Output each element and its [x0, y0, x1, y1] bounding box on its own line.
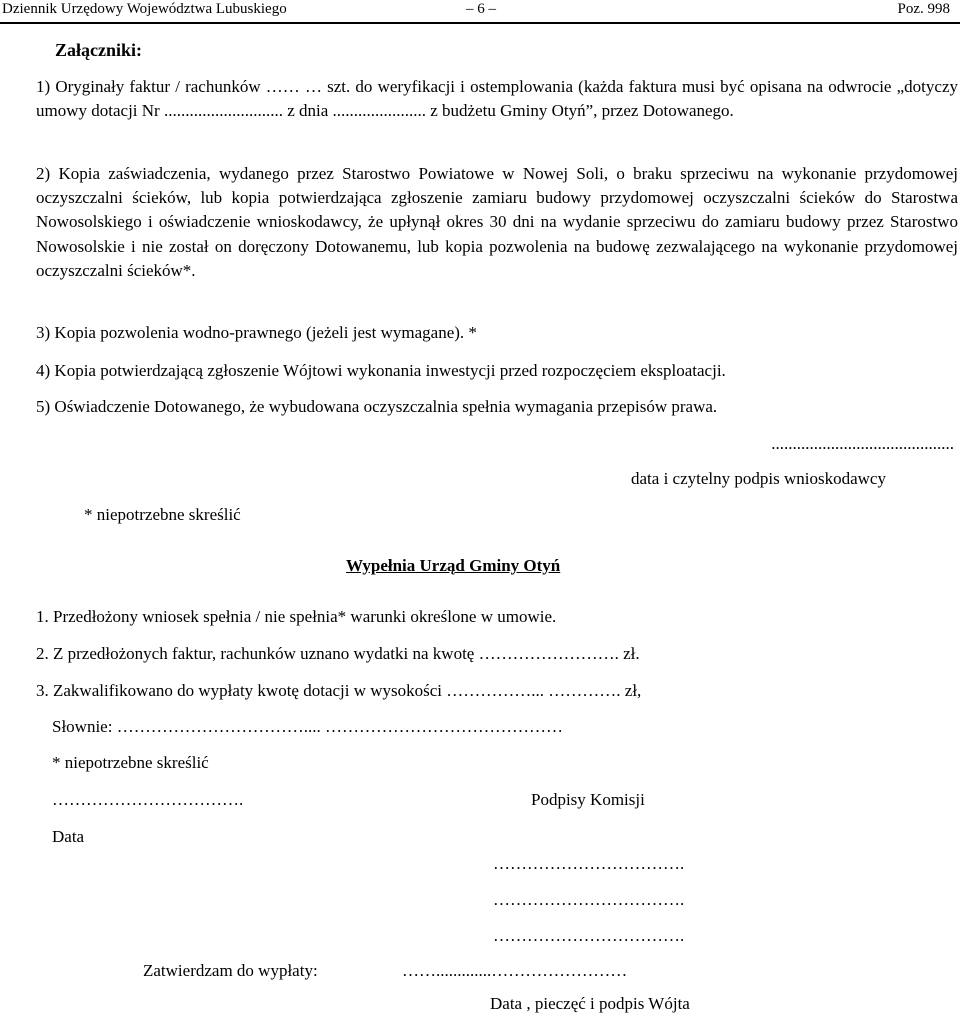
amount-in-words: Słownie: …………………………….... …………………………………… [52, 717, 563, 736]
signature-dots: ........................................... [771, 434, 954, 453]
approve-dots: …….............…………………… [402, 961, 628, 980]
attachments-title: Załączniki: [55, 40, 143, 60]
approve-label: Zatwierdzam do wypłaty: [143, 961, 318, 980]
office-line-1: 1. Przedłożony wniosek spełnia / nie spełnia* warunki określone w umowie. [36, 607, 557, 626]
commission-line-1: ……………………………. [493, 854, 685, 873]
office-line-3: 3. Zakwalifikowano do wypłaty kwotę dotacji w wysokości ……………... …………. zł, [36, 681, 642, 700]
approve-signature-label: Data , pieczęć i podpis Wójta [490, 994, 690, 1013]
position-number: Poz. 998 [897, 1, 950, 17]
journal-title: Dziennik Urzędowy Województwa Lubuskiego [2, 1, 287, 17]
attachment-item-1: 1) Oryginały faktur / rachunków …… … szt. do weryfikacji i ostemplowania (każda faktura musi być opisana na odwrocie „dotyczy umowy dotacji Nr ............................ z dnia ...................... z budżetu Gminy Otyń”, przez Dotowanego. [36, 77, 958, 121]
date-label: Data [52, 827, 85, 846]
attachment-item-5: 5) Oświadczenie Dotowanego, że wybudowana oczyszczalnia spełnia wymagania przepisów prawa. [36, 397, 718, 416]
commission-label: Podpisy Komisji [531, 790, 645, 809]
page-number: – 6 – [466, 1, 496, 17]
date-dots: ……………………………. [52, 790, 244, 809]
attachment-item-3: 3) Kopia pozwolenia wodno-prawnego (jeżeli jest wymagane). * [36, 323, 477, 342]
page-header [0, 0, 960, 24]
office-section-title: Wypełnia Urząd Gminy Otyń [346, 556, 561, 575]
commission-line-3: ……………………………. [493, 926, 685, 945]
commission-line-2: ……………………………. [493, 890, 685, 909]
signature-label: data i czytelny podpis wnioskodawcy [631, 469, 886, 488]
attachment-item-4: 4) Kopia potwierdzającą zgłoszenie Wójtowi wykonania inwestycji przed rozpoczęciem eksploatacji. [36, 361, 726, 380]
attachment-item-2: 2) Kopia zaświadczenia, wydanego przez Starostwo Powiatowe w Nowej Soli, o braku sprzeciwu na wykonanie przydomowej oczyszczalni ścieków, lub kopia potwierdzająca zgłoszenie zamiaru budowy przydomowej oczyszczalni ścieków do Starostwa Nowosolskiego i oświadczenie wnioskodawcy, że upłynął okres 30 dni na wydanie sprzeciwu do zamiaru budowy przez Starostwo Nowosolskie i nie został on doręczony Dotowanemu, lub kopia pozwolenia na budowę zezwalającego na wykonanie przydomowej oczyszczalni ścieków*. [36, 164, 958, 280]
office-line-2: 2. Z przedłożonych faktur, rachunków uznano wydatki na kwotę ……………………. zł. [36, 644, 640, 663]
footnote-strike: * niepotrzebne skreślić [84, 505, 241, 524]
footnote-strike-2: * niepotrzebne skreślić [52, 753, 209, 772]
